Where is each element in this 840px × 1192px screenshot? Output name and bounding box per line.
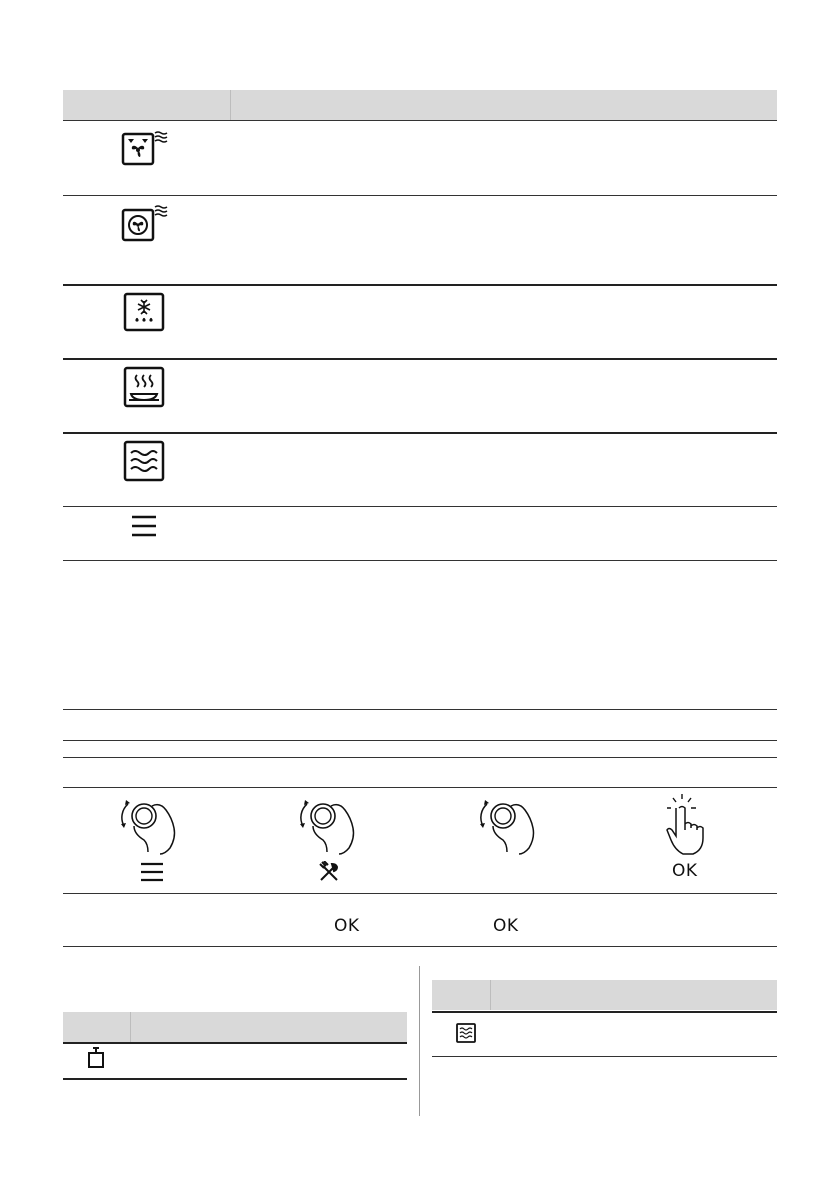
- header-divider: [230, 90, 231, 120]
- table-rule: [63, 195, 777, 196]
- table-rule: [432, 1056, 777, 1057]
- table-rule: [63, 120, 777, 121]
- defrost-icon: [122, 292, 166, 332]
- table-rule: [63, 1042, 407, 1044]
- table-rule: [432, 1011, 777, 1013]
- table-rule: [63, 787, 777, 788]
- ok-label: OK: [334, 916, 360, 936]
- column-divider: [419, 966, 420, 1116]
- steam-small-icon: [455, 1022, 477, 1044]
- table-rule: [63, 1078, 407, 1080]
- keep-warm-icon: [122, 366, 166, 408]
- table-rule: [63, 432, 777, 434]
- cutlery-icon: [318, 861, 340, 883]
- header-divider: [130, 1012, 131, 1042]
- menu-icon: [140, 862, 164, 882]
- ok-label: OK: [493, 916, 519, 936]
- steam-table-header: [432, 980, 777, 1010]
- timer-icon: [87, 1046, 105, 1070]
- table-rule: [63, 709, 777, 710]
- turn-knob-hand-icon: [297, 794, 361, 856]
- table-rule: [63, 506, 777, 507]
- turn-knob-hand-icon: [118, 794, 182, 856]
- press-hand-icon: [662, 794, 710, 856]
- fan-steam-icon: [120, 202, 168, 244]
- table-rule: [63, 560, 777, 561]
- table-rule: [63, 946, 777, 947]
- steam-icon: [122, 440, 166, 482]
- menu-icon: [131, 515, 157, 537]
- table-rule: [63, 757, 777, 758]
- turn-knob-hand-icon: [477, 794, 541, 856]
- table-rule: [63, 358, 777, 360]
- true-fan-cooking-plus-steam-icon: [120, 128, 168, 168]
- table-rule: [63, 893, 777, 894]
- table-rule: [63, 740, 777, 741]
- functions-table-header: [63, 90, 777, 120]
- timer-table-header: [63, 1012, 407, 1042]
- table-rule: [63, 284, 777, 286]
- ok-label: OK: [672, 861, 698, 881]
- header-divider: [490, 980, 491, 1010]
